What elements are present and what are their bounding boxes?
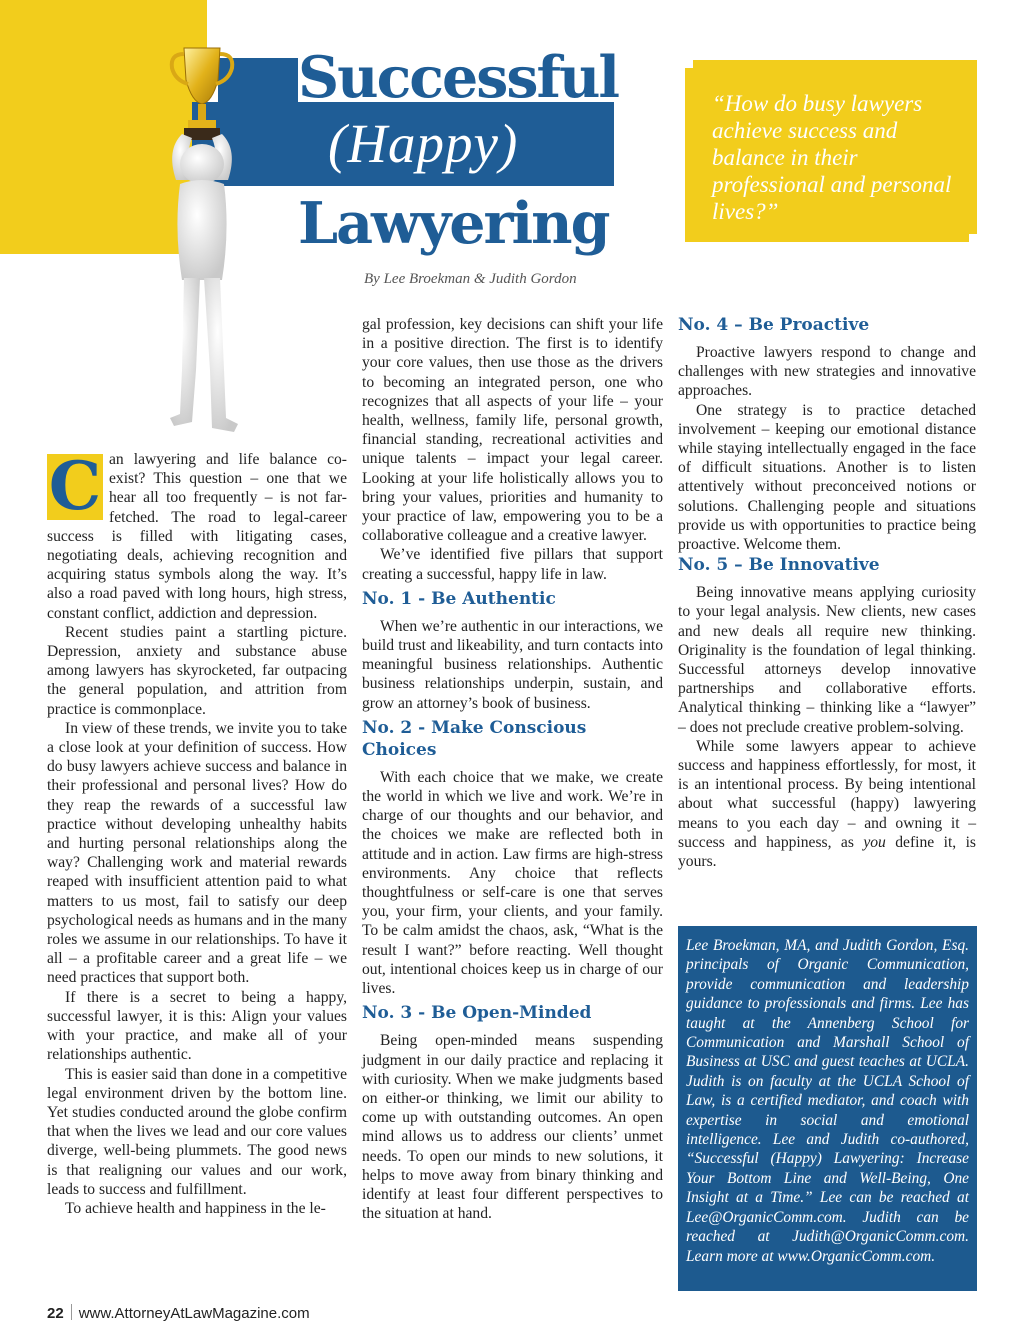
byline: By Lee Broekman & Judith Gordon xyxy=(364,271,577,287)
column-2 xyxy=(362,315,663,1223)
author-bio-box xyxy=(678,926,977,1291)
col3-paragraph-4: While some lawyers appear to achieve success and happiness effortlessly, for most, it is an intentional process. By being intentional about what successful (happy) lawyering means to you each day – and owning it – success and happiness, as you define it, is yours. xyxy=(678,737,977,871)
heading-be-innovative: No. 5 – Be Innovative xyxy=(678,555,880,576)
col3-paragraph-1: Proactive lawyers respond to change and challenges with new strategies and innovative approaches. xyxy=(678,344,976,400)
col2-paragraph-5: Being open-minded means suspending judgment in our daily practice and replacing it with curiosity. When we make judgments based on either-or thinking, we limit our ability to come up with outstanding outcomes. An open mind allows us to address our clients’ unmet needs. To open our minds to new solutions, it helps to move away from binary thinking and identify at least four different perspectives to the situation at hand. xyxy=(362,1032,663,1223)
title-line-1: Successful xyxy=(298,44,619,111)
col3-paragraph-3: Being innovative means applying curiosity to your legal analysis. New clients, new cases and new deals all require new thinking. Originality is the foundation of legal thinking. Successful attorneys develop innovative partnerships and collaborative efforts. Analytical thinking – thinking like a “lawyer” – does not preclude creative problem-solving. xyxy=(678,584,976,736)
col3-paragraph-2: One strategy is to practice detached involvement – keeping our emotional distance while staying intellectually engaged in the face of difficult situations. Another is to listen attentively without preconceived notions or solutions. Challenging people and situations provide us with opportunities to practice being proactive. Welcome them. xyxy=(678,401,976,554)
title-line-2: (Happy) xyxy=(328,113,519,174)
col1-paragraph-4: If there is a secret to being a happy, successful lawyer, it is this: Align your values with your practice, and make all of your relationships authentic. xyxy=(47,988,347,1064)
heading-be-proactive: No. 4 – Be Proactive xyxy=(678,315,870,335)
col2-paragraph-3: When we’re authentic in our interactions, we build trust and likeability, and turn contacts into meaningful business relationships. Authentic business relationships underpin, sustain, and grow an attorney’s book of business. xyxy=(362,617,663,712)
pull-quote-box xyxy=(685,60,977,242)
page-number: 22 xyxy=(47,1305,64,1322)
pull-quote-text: “How do busy lawyers achieve success and balance in their professional and personal lives?” xyxy=(712,91,952,224)
col1-paragraph-2: Recent studies paint a startling picture. Depression, anxiety and substance abuse among lawyers has skyrocketed, far outpacing the general population, and attrition from practice is commonplace. xyxy=(47,623,347,718)
column-3 xyxy=(678,314,976,871)
title-line-3: Lawyering xyxy=(298,190,609,257)
footer-divider xyxy=(71,1304,72,1320)
col2-paragraph-1: gal profession, key decisions can shift your life in a positive direction. The first is to identify your core values, then use those as the drivers to becoming an integrated person, one who recognizes that all aspects of your life – your health, wellness, family life, personal growth, financial standing, recreational activities and unique talents – impact your legal career. Looking at your life holistically allows you to bring your values, priorities and humanity to your practice of law, empowering you to be a collaborative colleague and a creative lawyer. xyxy=(362,316,663,545)
heading-make-conscious-choices: No. 2 - Make Conscious Choices xyxy=(362,717,587,760)
col2-paragraph-4: With each choice that we make, we create the world in which we live and work. We’re in charge of our thoughts and our behavior, and the choices we make are reflected both in attitude and in action. Law firms are high-stress environments. Any choice that reflects thoughtfulness or self-care is one that serves you, your firm, your clients, and your family. To be calm amidst the chaos, ask, “What is the result I want?” before reacting. Well thought out, intentional choices keep us in charge of our lives. xyxy=(362,768,663,998)
col1-paragraph-1: C an lawyering and life balance co-exist? This question – one that we hear all too frequently – is not far-fetched. The road to legal-career success is filled with litigating cases, negotiating deals, achieving recognition and acquiring status symbols along the way. It’s also a road paved with long hours, high stress, constant conflict, addiction and depression. xyxy=(47,447,347,622)
person-holding-trophy-icon xyxy=(122,30,262,450)
col2-paragraph-2: We’ve identified five pillars that support creating a successful, happy life in law. xyxy=(362,546,663,583)
col1-paragraph-6: To achieve health and happiness in the le- xyxy=(65,1199,326,1217)
page-footer xyxy=(47,1304,310,1322)
col1-paragraph-5: This is easier said than done in a competitive legal environment driven by the bottom line. Yet studies conducted around the globe confirm that when the lives we lead and our core values diverge, well-being plummets. The good news is that realigning our values and our work, leads to success and fulfillment. xyxy=(47,1065,347,1198)
column-1 xyxy=(47,447,347,1218)
footer-website[interactable]: www.AttorneyAtLawMagazine.com xyxy=(78,1305,310,1322)
heading-be-open-minded: No. 3 - Be Open-Minded xyxy=(362,1003,592,1024)
author-bio-text: Lee Broekman, MA, and Judith Gordon, Esq. principals of Organic Communication, provide communication and leadership guidance to professionals and firms. Lee has taught at the Annenberg School for Communication and Marshall School of Business at USC and guest teaches at UCLA. Judith is on faculty at the UCLA School of Law, is a certified mediator, and coach with expertise in social and emotional intelligence. Lee and Judith co-authored, “Successful (Happy) Lawyering: Increase Your Bottom Line and Well-Being, One Insight at a Time.” Lee can be reached at Lee@OrganicComm.com. Judith can be reached at Judith@OrganicComm.com. Learn more at www.OrganicComm.com. xyxy=(686,937,969,1265)
dropcap: C xyxy=(48,447,102,525)
heading-be-authentic: No. 1 - Be Authentic xyxy=(362,588,556,609)
col1-paragraph-3: In view of these trends, we invite you to take a close look at your definition of success. How do busy lawyers achieve success and balance in their professional and personal lives? How do they reap the rewards of a successful law practice without developing unhealthy habits and hurting personal relationships along the way? Challenging work and material rewards reaped with insufficient attention paid to what matters to us most, fail to satisfy our deep psychological needs as humans and in the many roles we assume in our relationships. To have it all – a profitable career and a great life – we need practices that support both. xyxy=(47,719,347,987)
